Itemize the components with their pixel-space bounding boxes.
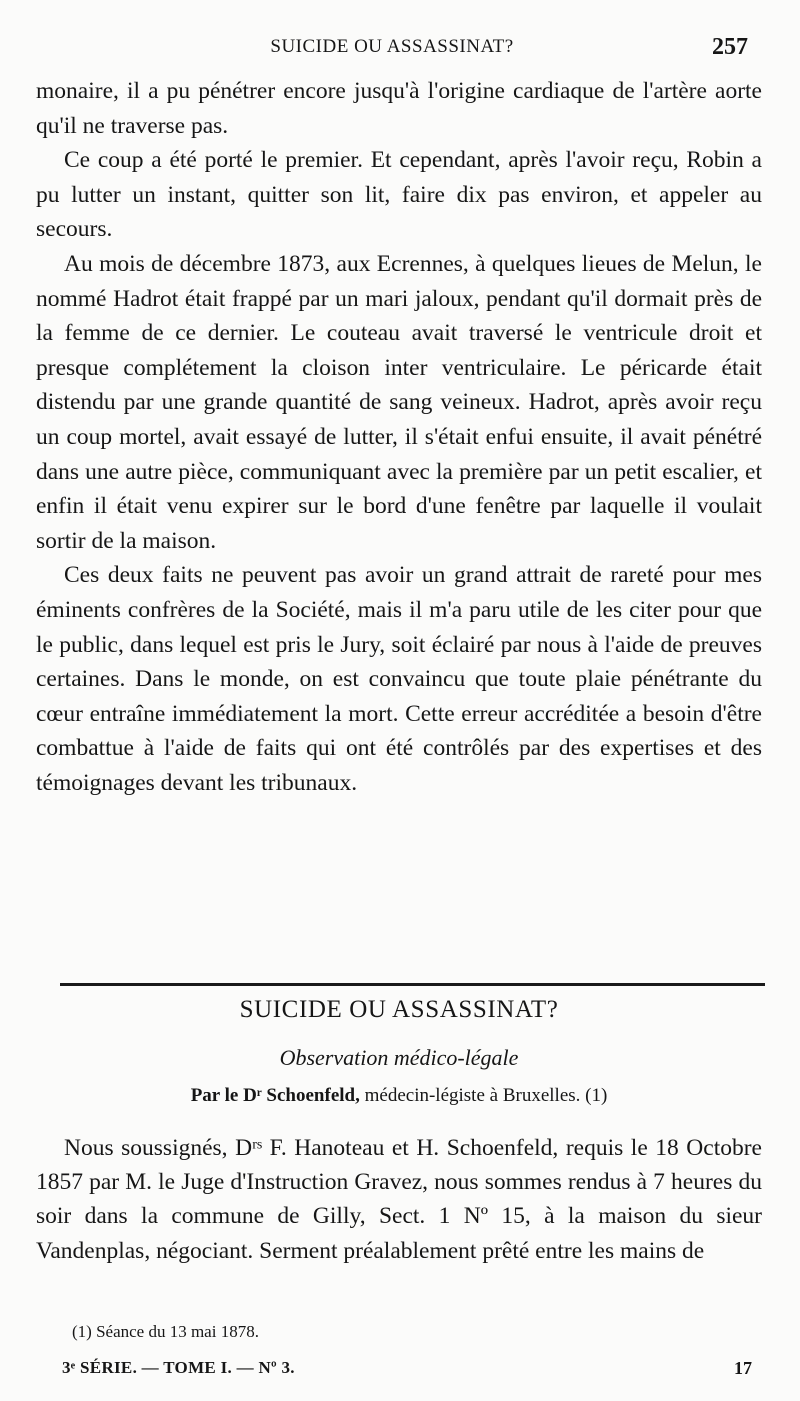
paragraph-hadrot: Au mois de décembre 1873, aux Ecrennes, à quelques lieues de Melun, le nommé Hadrot était frappé par un mari jaloux, pendant qu'il dormait près de la femme de ce dernier. Le couteau avait traversé le ventricule droit et presque complétement la cloison inter ventriculaire. Le péricarde était distendu par une grande quantité de sang veineux. Hadrot, après avoir reçu un coup mortel, avait essayé de lutter, il s'était enfui ensuite, il avait pénétré dans une autre pièce, communiquant avec la première par un petit escalier, et enfin il était venu expirer sur le bord d'une fenêtre par laquelle il voulait sortir de la maison. (36, 250, 762, 554)
section-divider (60, 983, 765, 986)
byline-affiliation: médecin-légiste à Bruxelles. (1) (364, 1085, 608, 1106)
footnote: (1) Séance du 13 mai 1878. (72, 1322, 259, 1341)
byline-prefix: Par le Dʳ (190, 1085, 262, 1106)
paragraph-conclusion: Ces deux faits ne peuvent pas avoir un grand attrait de rareté pour mes éminents confrères de la Société, mais il m'a paru utile de les citer pour que le public, dans lequel est pris le Jury, soit éclairé par nous à l'aide de preuves certaines. Dans le monde, on est convaincu que toute plaie pénétrante du cœur entraîne immédiatement la mort. Cette erreur accréditée a besoin d'être combattue à l'aide de faits qui ont été contrôlés par des expertises et des témoignages devant les tribunaux. (36, 562, 762, 796)
article-subtitle: Observation médico-légale (279, 1045, 519, 1070)
article-body (36, 1131, 762, 1268)
running-title: SUICIDE OU ASSASSINAT? (270, 36, 514, 57)
running-head (36, 36, 748, 66)
article-title: SUICIDE OU ASSASSINAT? (239, 996, 559, 1023)
series-info: 3ᵉ SÉRIE. — TOME I. — Nº 3. (62, 1358, 295, 1377)
paragraph-robin: Ce coup a été porté le premier. Et cependant, après l'avoir reçu, Robin a pu lutter un instant, quitter son lit, faire dix pas environ, et appeler au secours. (36, 147, 762, 243)
byline-author: Schoenfeld, (266, 1085, 360, 1106)
paragraph-report-opening: Nous soussignés, Dʳˢ F. Hanoteau et H. Schoenfeld, requis le 18 Octobre 1857 par M. le Juge d'Instruction Gravez, nous sommes rendus à 7 heures du soir dans la commune de Gilly, Sect. 1 Nº 15, à la maison du sieur Vandenplas, négociant. Serment préalablement prêté entre les mains de (36, 1135, 762, 1264)
paragraph-continuation: monaire, il a pu pénétrer encore jusqu'à l'origine cardiaque de l'artère aorte qu'il ne traverse pas. (36, 78, 762, 139)
byline (36, 1085, 762, 1107)
signature-mark: 17 (734, 1358, 752, 1378)
page-number: 257 (712, 34, 748, 60)
main-text (36, 74, 762, 800)
page-footer (62, 1358, 752, 1382)
